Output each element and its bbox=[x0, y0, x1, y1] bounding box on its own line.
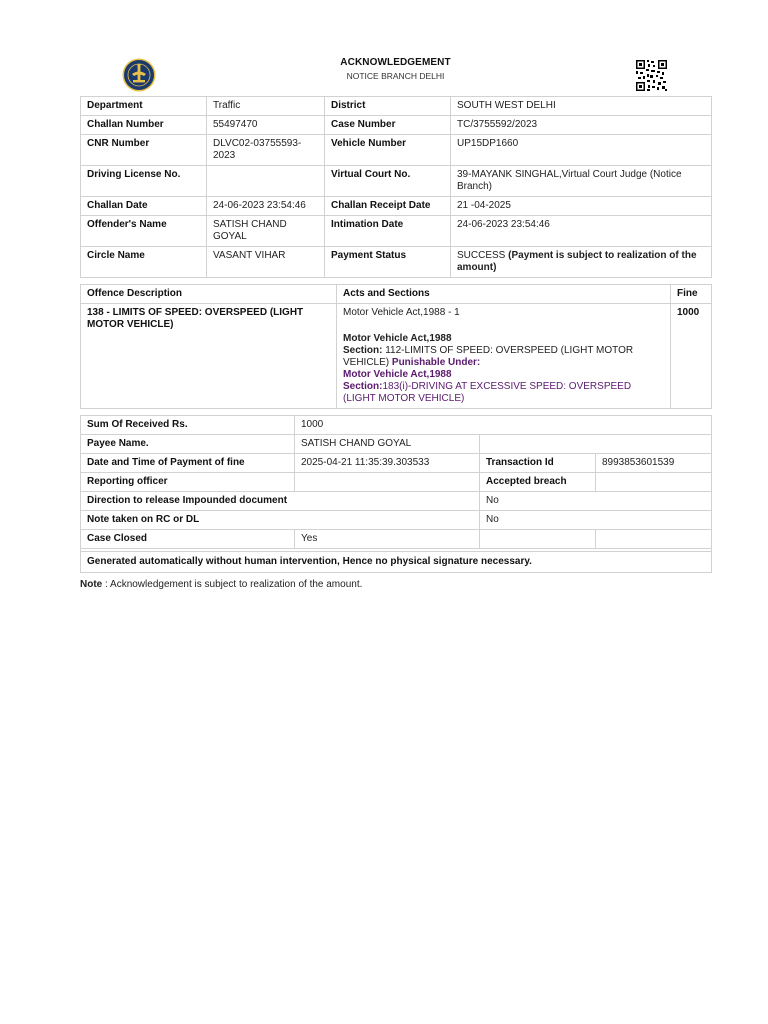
cnr-line-2: 2023 bbox=[213, 150, 236, 161]
payment-status-label: Payment Status bbox=[325, 247, 451, 278]
act-line: Motor Vehicle Act,1988 - 1 bbox=[343, 307, 460, 318]
act-title: Motor Vehicle Act,1988 bbox=[343, 333, 452, 344]
department-label: Department bbox=[81, 97, 207, 116]
payee-name-value: SATISH CHAND GOYAL bbox=[295, 435, 480, 454]
direction-release-value: No bbox=[480, 492, 712, 511]
empty-cell bbox=[480, 530, 596, 549]
driving-license-label: Driving License No. bbox=[81, 166, 207, 197]
table-row bbox=[81, 97, 712, 116]
acts-sections-header: Acts and Sections bbox=[337, 285, 671, 304]
driving-license-value bbox=[207, 166, 325, 197]
offence-description-value: 138 - LIMITS OF SPEED: OVERSPEED (LIGHT MOTOR VEHICLE) bbox=[81, 304, 337, 409]
payee-name-label: Payee Name. bbox=[81, 435, 295, 454]
payment-status-note: (Payment is subject to realization of the amount) bbox=[457, 250, 697, 273]
table-row bbox=[81, 511, 712, 530]
empty-cell bbox=[480, 435, 712, 454]
payment-datetime-label: Date and Time of Payment of fine bbox=[81, 454, 295, 473]
virtual-court-value: 39-MAYANK SINGHAL,Virtual Court Judge (Notice Branch) bbox=[451, 166, 712, 197]
circle-name-value: VASANT VIHAR bbox=[207, 247, 325, 278]
section-line bbox=[343, 345, 664, 369]
offence-table bbox=[80, 284, 712, 409]
payment-datetime-value: 2025-04-21 11:35:39.303533 bbox=[295, 454, 480, 473]
document-title: ACKNOWLEDGEMENT bbox=[340, 57, 451, 68]
table-row bbox=[81, 492, 712, 511]
table-row bbox=[81, 435, 712, 454]
table-row bbox=[81, 197, 712, 216]
fine-header: Fine bbox=[671, 285, 712, 304]
table-row bbox=[81, 247, 712, 278]
payment-table bbox=[80, 415, 712, 573]
challan-date-value: 24-06-2023 23:54:46 bbox=[207, 197, 325, 216]
offender-name-value bbox=[207, 216, 325, 247]
table-row bbox=[81, 416, 712, 435]
qr-code-icon bbox=[636, 60, 667, 91]
challan-receipt-date-value: 21 -04-2025 bbox=[451, 197, 712, 216]
cnr-number-value bbox=[207, 135, 325, 166]
document-header bbox=[80, 52, 711, 96]
challan-date-label: Challan Date bbox=[81, 197, 207, 216]
circle-name-label: Circle Name bbox=[81, 247, 207, 278]
section-label: Section: bbox=[343, 345, 383, 356]
district-value: SOUTH WEST DELHI bbox=[451, 97, 712, 116]
case-number-value: TC/3755592/2023 bbox=[451, 116, 712, 135]
document-subtitle: NOTICE BRANCH DELHI bbox=[346, 71, 445, 81]
offender-line-1: SATISH CHAND bbox=[213, 219, 287, 230]
table-row bbox=[81, 454, 712, 473]
vehicle-number-value: UP15DP1660 bbox=[451, 135, 712, 166]
virtual-court-label: Virtual Court No. bbox=[325, 166, 451, 197]
reporting-officer-label: Reporting officer bbox=[81, 473, 295, 492]
auto-generated-footer: Generated automatically without human intervention, Hence no physical signature necessary. bbox=[81, 552, 712, 573]
punish-section-text: 183(i)-DRIVING AT EXCESSIVE SPEED: OVERSPEED (LIGHT MOTOR VEHICLE) bbox=[343, 381, 632, 404]
department-value: Traffic bbox=[207, 97, 325, 116]
note-rc-dl-value: No bbox=[480, 511, 712, 530]
transaction-id-label: Transaction Id bbox=[480, 454, 596, 473]
case-closed-value: Yes bbox=[295, 530, 480, 549]
acknowledgement-note bbox=[80, 579, 711, 590]
punish-act-title: Motor Vehicle Act,1988 bbox=[343, 369, 452, 380]
punish-section-line bbox=[343, 381, 664, 405]
offence-description-header: Offence Description bbox=[81, 285, 337, 304]
district-label: District bbox=[325, 97, 451, 116]
note-label: Note bbox=[80, 579, 103, 590]
punish-section-label: Section: bbox=[343, 381, 383, 392]
challan-number-value: 55497470 bbox=[207, 116, 325, 135]
table-row bbox=[81, 166, 712, 197]
table-row bbox=[81, 304, 712, 409]
transaction-id-value: 8993853601539 bbox=[596, 454, 712, 473]
vehicle-number-label: Vehicle Number bbox=[325, 135, 451, 166]
sum-received-label: Sum Of Received Rs. bbox=[81, 416, 295, 435]
acknowledgement-page bbox=[80, 52, 711, 590]
challan-number-label: Challan Number bbox=[81, 116, 207, 135]
accepted-breach-label: Accepted breach bbox=[480, 473, 596, 492]
table-header-row bbox=[81, 285, 712, 304]
intimation-date-label: Intimation Date bbox=[325, 216, 451, 247]
note-rc-dl-label: Note taken on RC or DL bbox=[81, 511, 480, 530]
case-closed-label: Case Closed bbox=[81, 530, 295, 549]
direction-release-label: Direction to release Impounded document bbox=[81, 492, 480, 511]
fine-value: 1000 bbox=[671, 304, 712, 409]
punishable-label: Punishable Under: bbox=[391, 357, 481, 368]
accepted-breach-value bbox=[596, 473, 712, 492]
acts-sections-value bbox=[337, 304, 671, 409]
challan-details-table bbox=[80, 96, 712, 278]
section-text: 112-LIMITS OF SPEED: OVERSPEED (LIGHT MOTOR VEHICLE) bbox=[343, 345, 634, 368]
table-row bbox=[81, 116, 712, 135]
offender-line-2: GOYAL bbox=[213, 231, 247, 242]
cnr-number-label: CNR Number bbox=[81, 135, 207, 166]
note-text: : Acknowledgement is subject to realization of the amount. bbox=[102, 579, 363, 590]
cnr-line-1: DLVC02-03755593- bbox=[213, 138, 302, 149]
table-row bbox=[81, 473, 712, 492]
empty-cell bbox=[596, 530, 712, 549]
table-row bbox=[81, 216, 712, 247]
challan-receipt-date-label: Challan Receipt Date bbox=[325, 197, 451, 216]
payment-status-value bbox=[451, 247, 712, 278]
reporting-officer-value bbox=[295, 473, 480, 492]
table-row bbox=[81, 530, 712, 549]
payment-status-text: SUCCESS bbox=[457, 250, 506, 261]
table-row bbox=[81, 552, 712, 573]
sum-received-value: 1000 bbox=[295, 416, 712, 435]
offender-name-label: Offender's Name bbox=[81, 216, 207, 247]
case-number-label: Case Number bbox=[325, 116, 451, 135]
intimation-date-value: 24-06-2023 23:54:46 bbox=[451, 216, 712, 247]
table-row bbox=[81, 135, 712, 166]
